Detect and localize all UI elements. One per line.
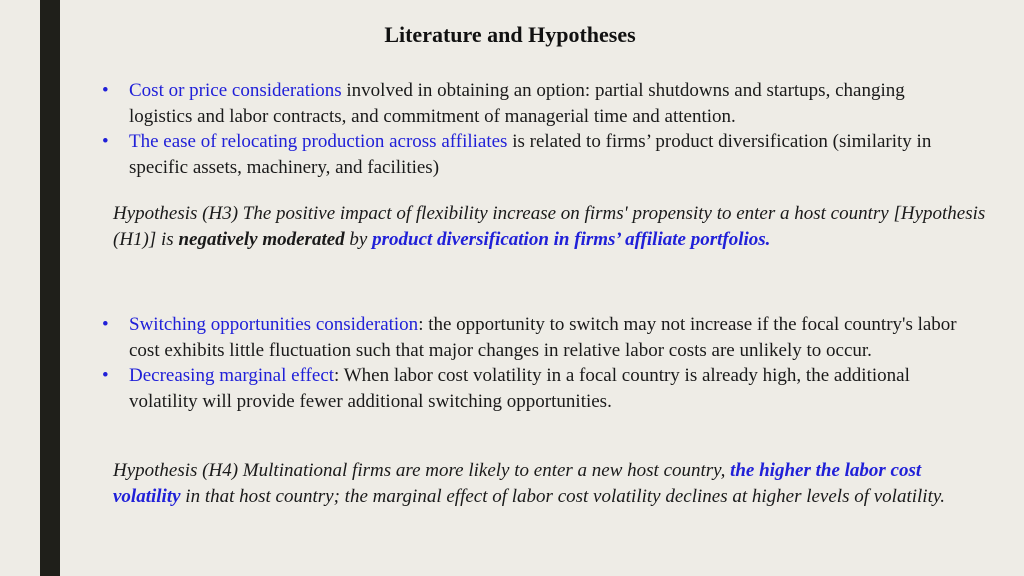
bullet-highlight: Decreasing marginal effect [129,365,335,386]
bullet-item [102,363,962,414]
bullet-highlight: Switching opportunities consideration [129,314,419,335]
hypothesis-blue-phrase: the higher the labor cost volatility [113,460,922,507]
bullet-text: is related to firms’ product diversification (similarity in specific assets, machinery, and facilities) [129,131,932,178]
bullet-item [102,78,962,129]
bullet-list-switching [102,312,962,414]
bullet-text: : the opportunity to switch may not increase if the focal country's labor cost exhibits little fluctuation such that major changes in relative labor costs are unlikely to occur. [129,314,957,361]
slide-title: Literature and Hypotheses [384,22,636,47]
hypothesis-h4 [113,458,993,510]
hypothesis-h3 [113,201,993,253]
bullet-item [102,312,962,363]
left-accent-bar [40,0,60,576]
hypothesis-text: in that host country; the marginal effect of labor cost volatility declines at higher levels of volatility. [180,486,945,507]
bullet-dot-icon: • [102,80,109,101]
hypothesis-text: by [344,229,373,250]
bullet-highlight: Cost or price considerations [129,80,342,101]
bullet-item [102,129,962,180]
bullet-dot-icon: • [102,365,109,386]
hypothesis-blue-phrase: product diversification in firms’ affiliate portfolios. [372,229,771,250]
bullet-text: involved in obtaining an option: partial shutdowns and startups, changing logistics and labor contracts, and commitment of managerial time and attention. [129,80,905,127]
hypothesis-text: Hypothesis (H3) The positive impact of flexibility increase on firms' propensity to enter a host country [Hypothesis (H1)] is [113,203,986,250]
bullet-text: : When labor cost volatility in a focal country is already high, the additional volatility will provide fewer additional switching opportunities. [129,365,910,412]
hypothesis-text: Hypothesis (H4) Multinational firms are more likely to enter a new host country, [113,460,731,481]
bullet-dot-icon: • [102,131,109,152]
hypothesis-bold-phrase: negatively moderated [178,229,345,250]
bullet-highlight: The ease of relocating production across affiliates [129,131,508,152]
bullet-dot-icon: • [102,314,109,335]
bullet-list-costs [102,78,962,180]
